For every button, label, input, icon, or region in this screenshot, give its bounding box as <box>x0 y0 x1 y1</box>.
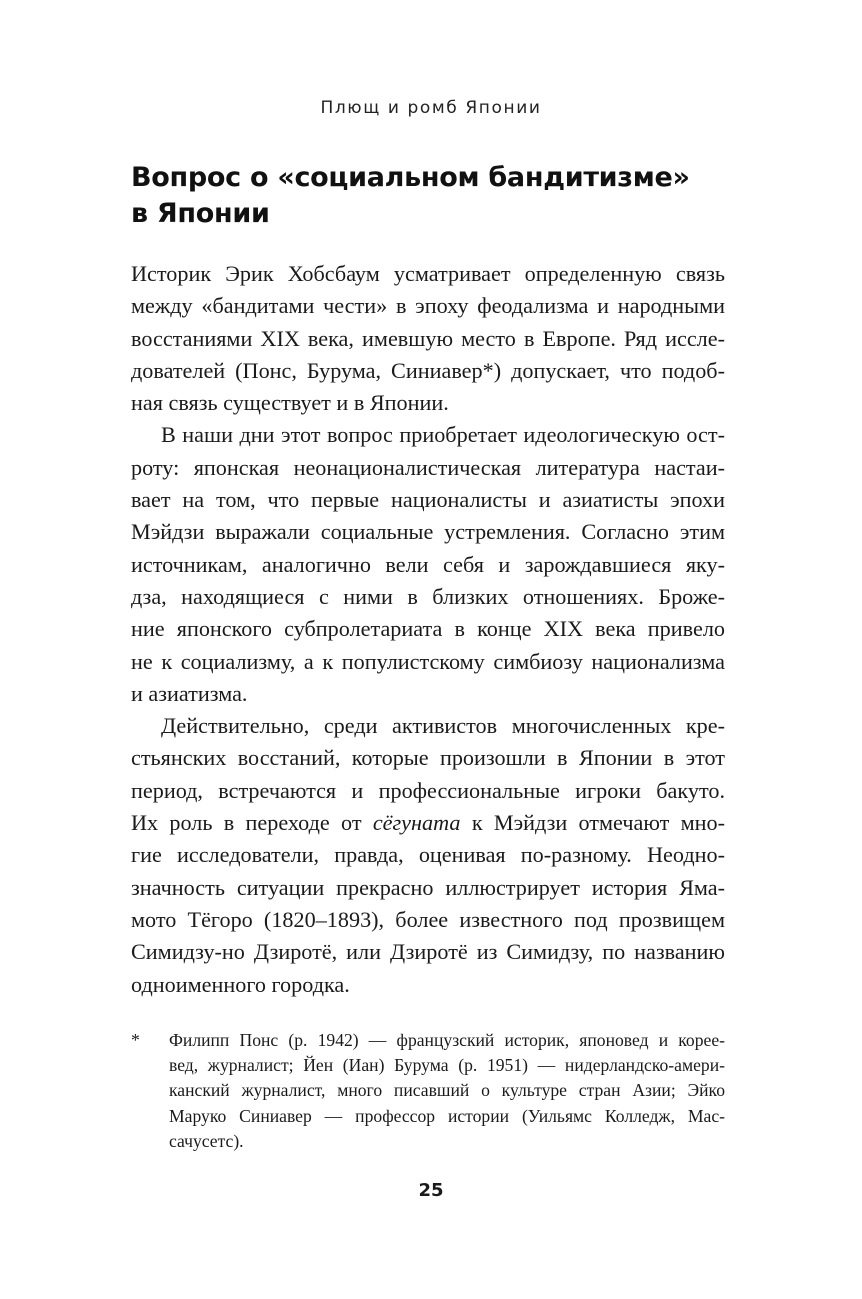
text-line: период, встречаются и профессиональные игроки бакуто. <box>131 777 725 803</box>
text-line: ние японского субпролетариата в конце XIX века привело <box>131 616 725 642</box>
text-line: роту: японская неонационалистическая литература настаи- <box>131 454 725 480</box>
footnote-line: Маруко Синиавер — профессор истории (Уильямс Колледж, Мас- <box>169 1105 725 1126</box>
text-line: вает на том, что первые националисты и азиатисты эпохи <box>131 487 725 513</box>
paragraph-3 <box>131 710 725 1001</box>
text-line: Историк Эрик Хобсбаум усматривает определенную связь <box>131 261 725 286</box>
footnote-text <box>169 1028 725 1154</box>
footnote-line: Филипп Понс (р. 1942) — французский историк, японовед и корее- <box>169 1030 725 1050</box>
page-number: 25 <box>418 1180 444 1201</box>
text-line: Мэйдзи выражали социальные устремления. Согласно этим <box>131 519 725 545</box>
text-segment: Их роль в переходе от <box>131 810 373 836</box>
body-text <box>131 258 725 1001</box>
text-line: значность ситуации прекрасно иллюстрирует история Яма- <box>131 874 725 900</box>
text-line: одноименного городка. <box>131 971 350 997</box>
text-line: гие исследователи, правда, оценивая по-разному. Неодно- <box>131 842 725 868</box>
running-header: Плющ и ромб Японии <box>320 98 542 118</box>
text-line: между «бандитами чести» в эпоху феодализма и народными <box>131 293 725 319</box>
section-heading <box>131 160 751 232</box>
text-line: и азиатизма. <box>131 680 248 706</box>
text-line <box>131 807 725 839</box>
heading-line: Вопрос о «социальном бандитизме» <box>131 162 690 193</box>
text-line: источникам, аналогично вели себя и зарождавшиеся яку- <box>131 551 725 577</box>
text-line: В наши дни этот вопрос приобретает идеологическую ост- <box>161 422 725 448</box>
text-line: дза, находящиеся с ними в близких отношениях. Броже- <box>131 583 725 609</box>
heading-line: в Японии <box>131 198 270 229</box>
text-line: не к социализму, а к популистскому симбиозу национализма <box>131 648 725 674</box>
text-line: стьянских восстаний, которые произошли в Японии в этот <box>131 745 725 771</box>
paragraph-2 <box>131 419 725 710</box>
text-line: ная связь существует и в Японии. <box>131 390 449 416</box>
footnote-line: вед, журналист; Йен (Иан) Бурума (р. 1951) — нидерландско-амери- <box>169 1055 725 1076</box>
paragraph-1 <box>131 258 725 419</box>
footnote-mark: * <box>131 1030 140 1050</box>
footnote-line: сачусетс). <box>169 1130 244 1151</box>
text-line: Симидзу-но Дзиротё, или Дзиротё из Симидзу, по названию <box>131 939 725 965</box>
footnote <box>131 1028 725 1154</box>
text-line: восстаниями XIX века, имевшую место в Европе. Ряд иссле- <box>131 325 725 351</box>
text-line: дователей (Понс, Бурума, Синиавер*) допускает, что подоб- <box>131 357 725 383</box>
emphasized-term: сёгуната <box>372 810 461 836</box>
text-line: Действительно, среди активистов многочисленных кре- <box>161 713 725 739</box>
text-segment: к Мэйдзи отмечают мно- <box>460 810 725 836</box>
text-line: мото Тёгоро (1820–1893), более известного под прозвищем <box>131 906 725 932</box>
footnote-line: канский журналист, много писавший о культуре стран Азии; Эйко <box>169 1080 725 1101</box>
